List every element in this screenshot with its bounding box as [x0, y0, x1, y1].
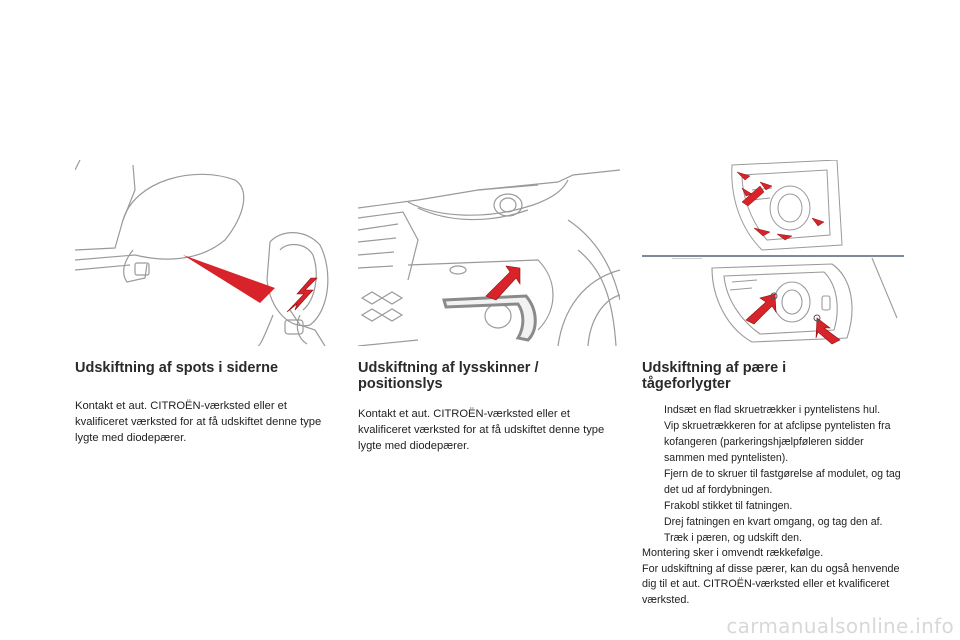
section-title-line2: tågeforlygter [642, 376, 731, 392]
watermark: carmanualsonline.info [726, 614, 954, 638]
section-body: Kontakt et aut. CITROËN-værksted eller et kvalificeret værksted for at få udskiftet denne type lygte med diodepærer. [358, 408, 605, 452]
step-item: Indsæt en flad skruetrækker i pyntelistens hul. [664, 404, 881, 416]
section-title: Udskiftning af spots i siderne [75, 360, 279, 376]
illustration-light-strip [358, 160, 620, 346]
step-item: Fjern de to skruer til fastgørelse af modulet, og tag det ud af fordybningen. [664, 468, 901, 496]
indicator-arrows-3 [737, 172, 824, 240]
section-divider [642, 255, 904, 257]
section-title-line1: Udskiftning af lysskinner / [358, 360, 539, 376]
section-side-spots [75, 360, 337, 457]
fog-lamp-module-drawing [642, 160, 904, 256]
fog-lamp-screws-drawing [642, 258, 904, 346]
illustration-fog-lamp-bottom [642, 258, 904, 346]
side-mirror-drawing [75, 160, 337, 346]
indicator-arrows-4 [746, 294, 840, 344]
indicator-arrow-2 [486, 266, 520, 300]
workshop-note: For udskiftning af disse pærer, kan du også henvende dig til et aut. CITROËN-værksted eller et kvalificeret værksted. [642, 562, 900, 606]
pointer-arrow-1 [183, 255, 275, 303]
illustration-side-spot [75, 160, 337, 346]
step-item: Træk i pæren, og udskift den. [664, 532, 802, 544]
step-item: Frakobl stikket til fatningen. [664, 500, 793, 512]
section-title [642, 360, 907, 392]
step-list [642, 402, 907, 546]
illustration-fog-lamp-top [642, 160, 904, 256]
step-item: Drej fatningen en kvart omgang, og tag den af. [664, 516, 883, 528]
section-title [358, 360, 620, 392]
section-body: Kontakt et aut. CITROËN-værksted eller et kvalificeret værksted for at få udskiftet denne type lygte med diodepærer. [75, 400, 322, 444]
reassembly-note: Montering sker i omvendt rækkefølge. [642, 547, 824, 559]
section-light-strips [358, 360, 620, 465]
step-item: Vip skruetrækkeren for at afclipse pyntelisten fra kofangeren (parkeringshjælpføleren sidder sammen med pyntelisten). [664, 420, 891, 464]
section-title-line2: positionslys [358, 376, 443, 392]
section-fog-lamps [642, 360, 907, 608]
section-title-line1: Udskiftning af pære i [642, 360, 787, 376]
light-strip-outline [444, 296, 535, 340]
front-bumper-drawing [358, 160, 620, 346]
